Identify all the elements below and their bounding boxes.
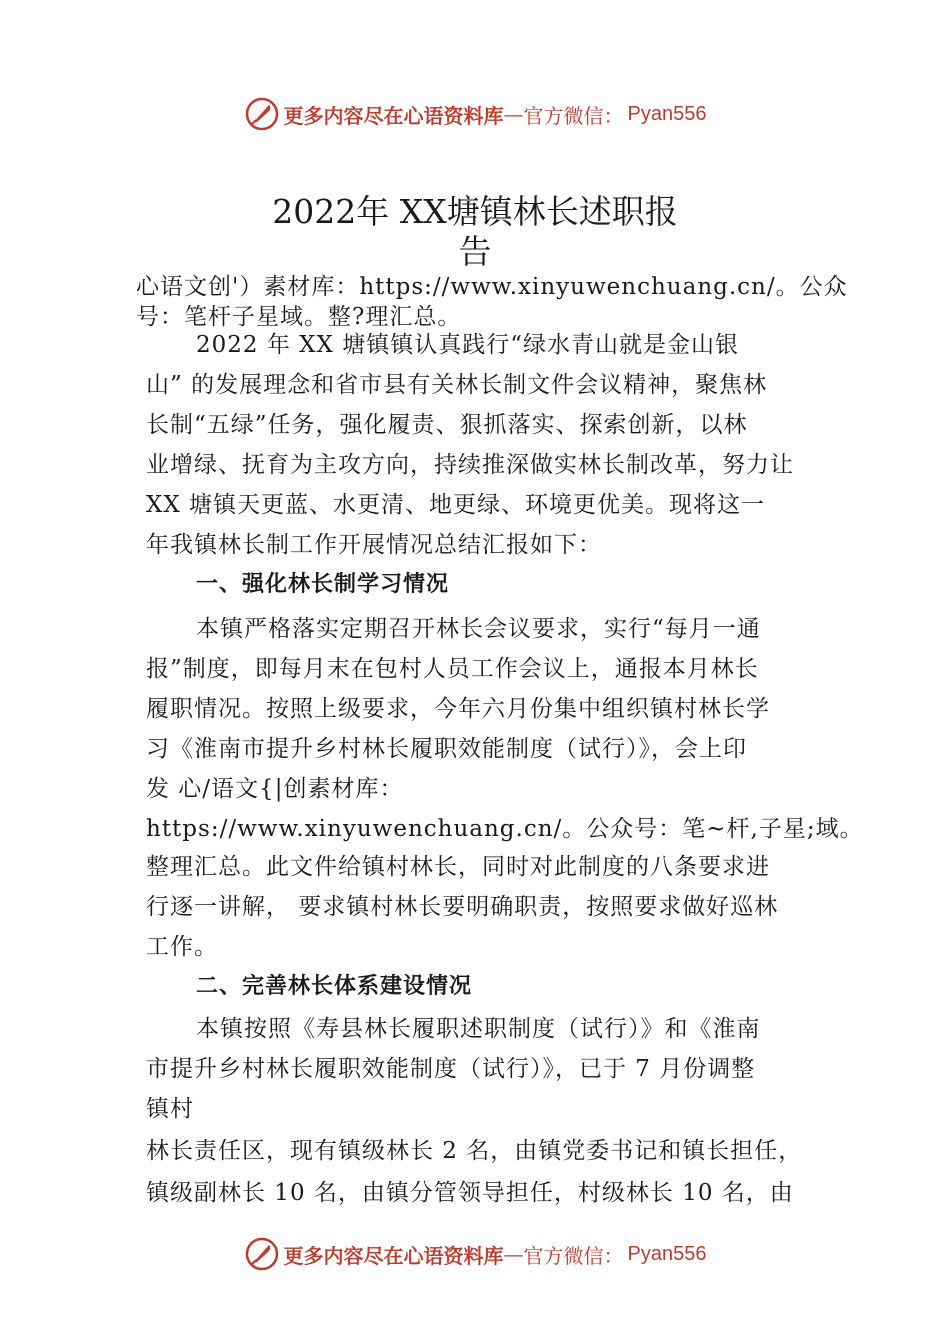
text-line: 习《淮南市提升乡村林长履职效能制度（试行）》，会上印 bbox=[146, 736, 747, 762]
text-line: 镇村 bbox=[146, 1096, 194, 1122]
banner-separator: — bbox=[503, 1242, 524, 1266]
banner-wechat-id: Pyan556 bbox=[627, 102, 707, 125]
text-line: 2022 年 XX 塘镇镇认真践行“绿水青山就是金山银 bbox=[196, 332, 739, 358]
text-line: 镇级副林长 10 名，由镇分管领导担任，村级林长 10 名，由 bbox=[146, 1180, 794, 1206]
footer-banner bbox=[0, 1232, 950, 1276]
banner-wechat-label: 官方微信： bbox=[523, 103, 624, 128]
text-line: 号：笔杆子星域。整?理汇总。 bbox=[136, 304, 462, 330]
text-line: 年我镇林长制工作开展情况总结汇报如下： bbox=[146, 532, 602, 558]
banner-separator: — bbox=[503, 102, 524, 126]
text-line: 发 心/语文{|创素材库： bbox=[146, 776, 404, 802]
text-line: 业增绿、抚育为主攻方向，持续推深做实林长制改革，努力让 bbox=[146, 452, 794, 478]
text-line: 市提升乡村林长履职效能制度（试行）》，已于 7 月份调整 bbox=[146, 1056, 756, 1082]
text-line: https://www.xinyuwenchuang.cn/。公众号：笔~杆,子星;域。 bbox=[146, 816, 864, 842]
text-line: 行逐一讲解， 要求镇村林长要明确职责，按照要求做好巡林 bbox=[146, 894, 779, 920]
section-heading: 一、强化林长制学习情况 bbox=[196, 572, 450, 597]
text-line: XX 塘镇天更蓝、水更清、地更绿、环境更优美。现将这一 bbox=[146, 492, 766, 518]
text-line: 工作。 bbox=[146, 934, 218, 960]
document-title-line2: 告 bbox=[458, 232, 492, 271]
text-line: 报”制度，即每月末在包村人员工作会议上，通报本月林长 bbox=[146, 656, 759, 682]
quill-logo-icon bbox=[244, 96, 280, 132]
text-line: 长制“五绿”任务，强化履责、狠抓落实、探索创新，以林 bbox=[146, 412, 748, 438]
text-line: 本镇按照《寿县林长履职述职制度（试行）》和《淮南 bbox=[196, 1016, 761, 1042]
section-heading: 二、完善林长体系建设情况 bbox=[196, 974, 473, 999]
text-line: 山” 的发展理念和省市县有关林长制文件会议精神，聚焦林 bbox=[146, 372, 768, 398]
header-banner bbox=[0, 92, 950, 136]
banner-main-text: 更多内容尽在心语资料库 bbox=[283, 1243, 504, 1268]
banner-wechat-label: 官方微信： bbox=[523, 1243, 624, 1268]
text-line: 本镇严格落实定期召开林长会议要求，实行“每月一通 bbox=[196, 616, 761, 642]
text-line: 心语文创'）素材库：https://www.xinyuwenchuang.cn/。公众 bbox=[136, 274, 848, 300]
text-line: 履职情况。按照上级要求，今年六月份集中组织镇村林长学 bbox=[146, 696, 770, 722]
text-line: 林长责任区，现有镇级林长 2 名，由镇党委书记和镇长担任， bbox=[146, 1138, 803, 1164]
quill-logo-icon bbox=[244, 1236, 280, 1272]
banner-wechat-id: Pyan556 bbox=[627, 1242, 707, 1265]
document-title-line1: 2022年 XX塘镇林长述职报 bbox=[272, 192, 678, 231]
text-line: 整理汇总。此文件给镇村林长，同时对此制度的八条要求进 bbox=[146, 854, 770, 880]
banner-main-text: 更多内容尽在心语资料库 bbox=[283, 103, 504, 128]
